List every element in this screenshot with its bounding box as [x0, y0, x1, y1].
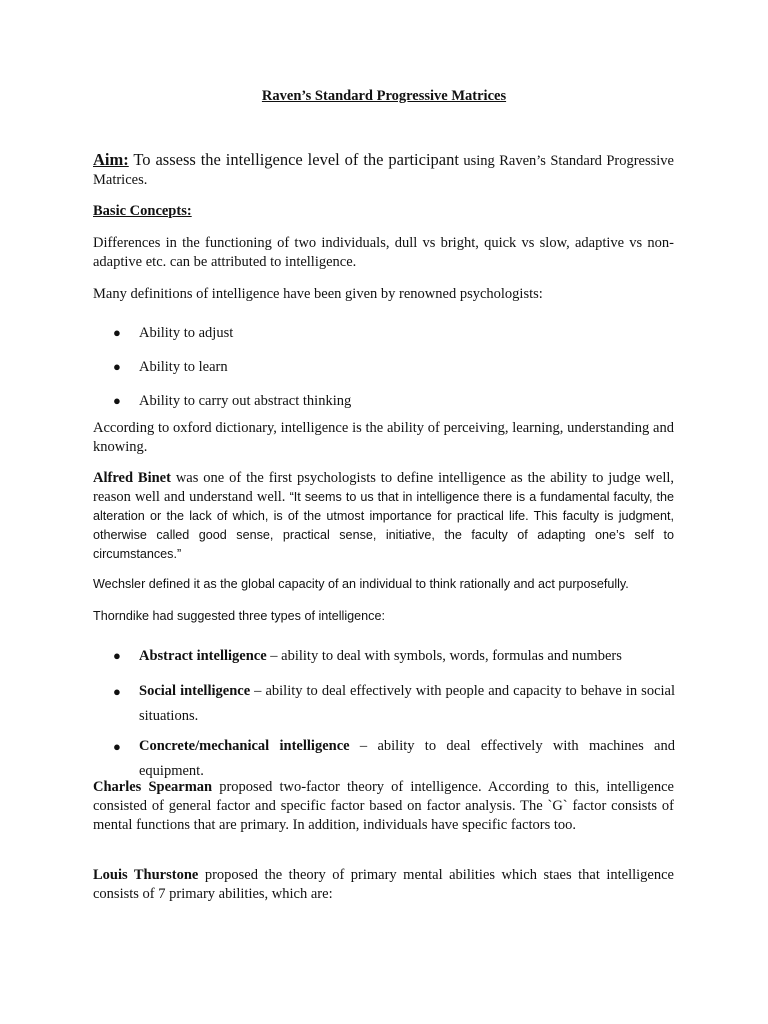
type-term: Abstract intelligence	[139, 648, 267, 664]
binet-name: Alfred Binet	[93, 470, 171, 486]
binet-quote: “It seems to us that in intelligence there is a fundamental faculty, the alteration or the lack of which, is of the utmost importance for practical life. This faculty is judgment, otherwise called good sense, practical sense, initiative, the faculty of adapting one’s self to circumstances.”	[93, 490, 674, 561]
oxford-paragraph: According to oxford dictionary, intelligence is the ability of perceiving, learning, understanding and knowing.	[93, 420, 674, 455]
binet-text: was one of the first psychologists to define intelligence as the ability to judge well, reason well and understand well.	[93, 470, 675, 505]
bullet-icon: ●	[113, 684, 121, 699]
thurstone-text: proposed the theory of primary mental abilities which staes that intelligence consists of 7 primary abilities, which are:	[93, 867, 674, 902]
list-item-text: Ability to carry out abstract thinking	[139, 393, 352, 409]
bullet-icon: ●	[113, 393, 121, 408]
list-item	[113, 734, 675, 784]
differences-paragraph: Differences in the functioning of two individuals, dull vs bright, quick vs slow, adaptive vs non-adaptive etc. can be attributed to intelligence.	[93, 235, 674, 270]
list-item	[113, 679, 675, 729]
bullet-icon: ●	[113, 359, 121, 374]
bullet-icon: ●	[113, 325, 121, 340]
wechsler-name: Wechsler	[93, 577, 146, 591]
list-item-text: Ability to learn	[139, 359, 228, 375]
list-item	[113, 322, 675, 344]
list-item	[113, 390, 675, 412]
basic-concepts-paragraph	[93, 202, 674, 221]
aim-text-c: using Raven’s Standard Progressive Matrices.	[93, 153, 674, 188]
spearman-text: proposed two-factor theory of intelligence. According to this, intelligence consisted of general factor and specific factor based on factor analysis. The `G` factor consists of mental functions that are primary. In addition, individuals have specific factors too.	[93, 779, 674, 833]
aim-text-b: the intelligence level of the participant	[200, 150, 459, 169]
spearman-paragraph	[93, 778, 674, 835]
definitions-list	[113, 322, 675, 412]
type-desc: – ability to deal effectively with machines and equipment.	[139, 738, 675, 779]
type-desc: – ability to deal effectively with people and capacity to behave in social situations.	[139, 683, 676, 724]
type-desc: – ability to deal with symbols, words, formulas and numbers	[266, 648, 622, 664]
list-item	[113, 356, 675, 378]
spearman-name: Charles Spearman	[93, 779, 213, 795]
basic-concepts-heading: Basic Concepts:	[93, 203, 192, 219]
bullet-icon: ●	[113, 648, 121, 663]
thorndike-name: Thorndike	[93, 609, 150, 623]
list-item-text: Ability to adjust	[139, 325, 234, 341]
list-item	[113, 645, 675, 667]
wechsler-paragraph	[93, 575, 674, 594]
aim-paragraph	[93, 150, 674, 190]
intelligence-types-list	[113, 645, 675, 784]
thorndike-paragraph	[93, 607, 674, 626]
thorndike-text: had suggested three types of intelligence:	[149, 609, 385, 623]
type-term: Social intelligence	[139, 683, 251, 699]
bullet-icon: ●	[113, 739, 121, 754]
binet-paragraph	[93, 469, 674, 564]
thurstone-name: Louis Thurstone	[93, 867, 199, 883]
wechsler-text: defined it as the global capacity of an individual to think rationally and act purposefully.	[145, 577, 629, 591]
document-title: Raven’s Standard Progressive Matrices	[261, 88, 507, 104]
definitions-intro: Many definitions of intelligence have been given by renowned psychologists:	[93, 286, 543, 302]
thurstone-paragraph	[93, 866, 674, 904]
aim-text-a: To assess	[128, 150, 201, 169]
aim-label: Aim:	[93, 150, 129, 169]
type-term: Concrete/mechanical intelligence	[139, 738, 350, 754]
